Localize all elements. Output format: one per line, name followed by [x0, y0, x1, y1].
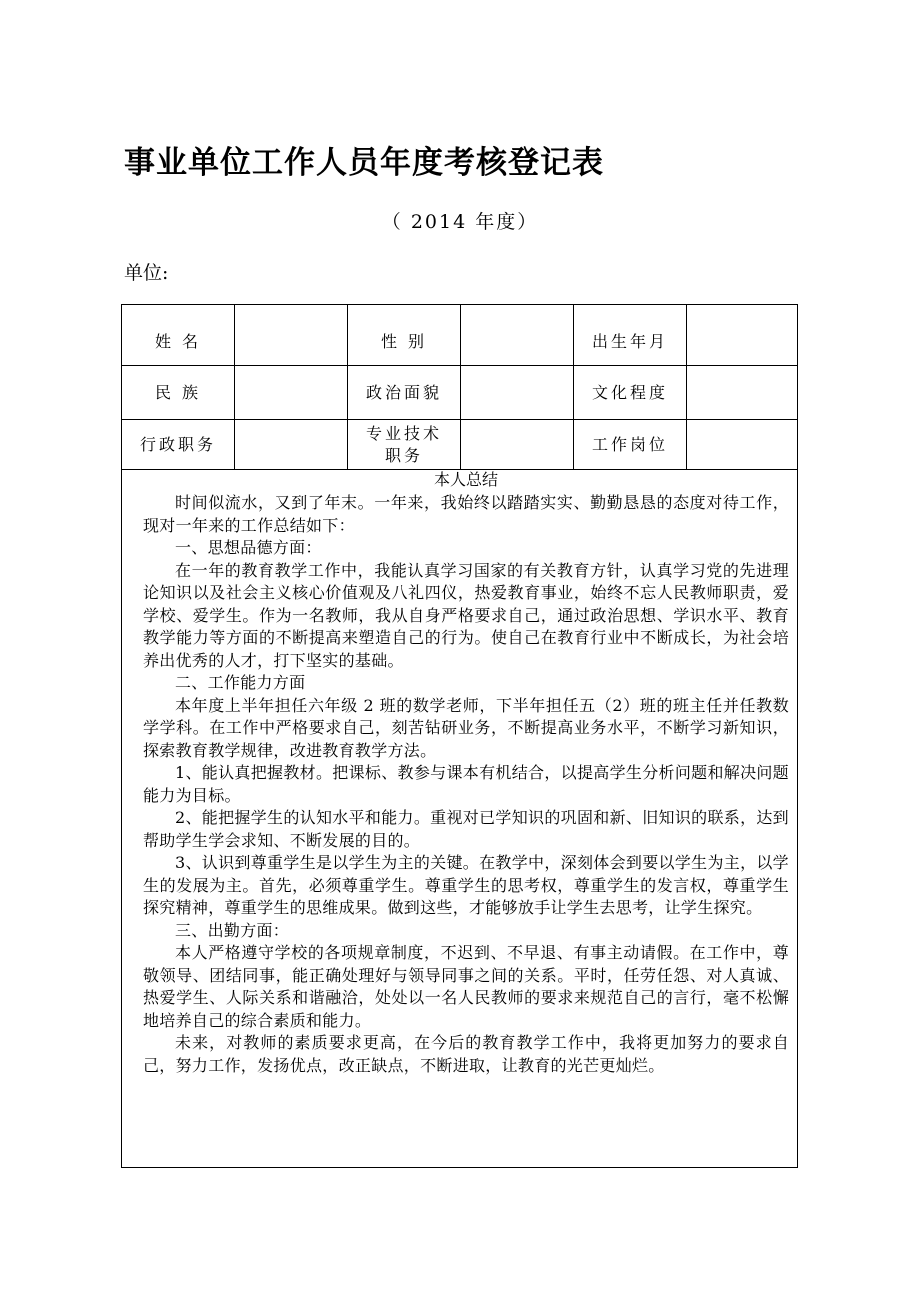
summary-paragraph: 1、能认真把握教材。把课标、教参与课本有机结合，以提高学生分析问题和解决问题能力为目标。 [143, 763, 789, 805]
ethnicity-label: 民 族 [154, 382, 202, 402]
personal-summary [143, 470, 789, 1077]
job-position-value[interactable] [687, 420, 798, 469]
admin-post-value[interactable] [235, 420, 347, 469]
form-title: 事业单位工作人员年度考核登记表 [124, 145, 604, 181]
assessment-form [121, 304, 798, 1168]
birth-date-label: 出生年月 [591, 331, 668, 351]
summary-heading: 一、思想品德方面： [175, 538, 322, 557]
summary-paragraph: 3、认识到尊重学生是以学生为主的关键。在教学中，深刻体会到要以学生为主，以学生的发展为主。首先，必须尊重学生。尊重学生的思考权，尊重学生的发言权，尊重学生探究精神，尊重学生的思维成果。做到这些，才能够放手让学生去思考，让学生探究。 [143, 853, 789, 917]
political-status-label: 政治面貌 [365, 382, 442, 402]
ethnicity-value[interactable] [235, 366, 347, 419]
name-label: 姓 名 [154, 331, 202, 351]
job-position-label: 工作岗位 [591, 434, 668, 454]
summary-paragraph: 2、能把握学生的认知水平和能力。重视对已学知识的巩固和新、旧知识的联系，达到帮助学生学会求知、不断发展的目的。 [143, 808, 789, 850]
summary-paragraph: 未来，对教师的素质要求更高，在今后的教育教学工作中，我将更加努力的要求自己，努力工作，发扬优点，改正缺点，不断进取，让教育的光芒更灿烂。 [143, 1033, 789, 1075]
summary-title: 本人总结 [433, 470, 498, 489]
summary-paragraph: 本人严格遵守学校的各项规章制度，不迟到、不早退、有事主动请假。在工作中，尊敬领导、团结同事，能正确处理好与领导同事之间的关系。平时，任劳任怨、对人真诚、热爱学生、人际关系和谐融洽，处处以一名人民教师的要求来规范自己的言行，毫不松懈地培养自己的综合素质和能力。 [143, 943, 789, 1030]
unit-label: 单位: [124, 262, 169, 284]
summary-paragraph: 时间似流水，又到了年末。一年来，我始终以踏踏实实、勤勤恳恳的态度对待工作，现对一年来的工作总结如下： [143, 493, 789, 535]
year-line: （ 2014 年度） [381, 211, 539, 233]
professional-title-label: 专业技术 职务 [365, 423, 442, 465]
political-status-value[interactable] [461, 366, 573, 419]
summary-heading: 三、出勤方面： [175, 920, 290, 940]
admin-post-label: 行政职务 [139, 434, 216, 454]
summary-heading: 二、工作能力方面 [175, 673, 306, 692]
education-level-label: 文化程度 [591, 382, 668, 402]
gender-label: 性 别 [380, 331, 428, 351]
professional-title-value[interactable] [461, 420, 573, 469]
education-level-value[interactable] [687, 366, 798, 419]
summary-paragraph: 本年度上半年担任六年级 2 班的数学老师，下半年担任五（2）班的班主任并任教数学学科。在工作中严格要求自己，刻苦钻研业务，不断提高业务水平，不断学习新知识，探索教育教学规律，改进教育教学方法。 [143, 695, 789, 760]
summary-paragraph: 在一年的教育教学工作中，我能认真学习国家的有关教育方针，认真学习党的先进理论知识以及社会主义核心价值观及八礼四仪，热爱教育事业，始终不忘人民教师职责，爱学校、爱学生。作为一名教师，我从自身严格要求自己，通过政治思想、学识水平、教育教学能力等方面的不断提高来塑造自己的行为。使自己在教育行业中不断成长，为社会培养出优秀的人才，打下坚实的基础。 [143, 560, 789, 670]
